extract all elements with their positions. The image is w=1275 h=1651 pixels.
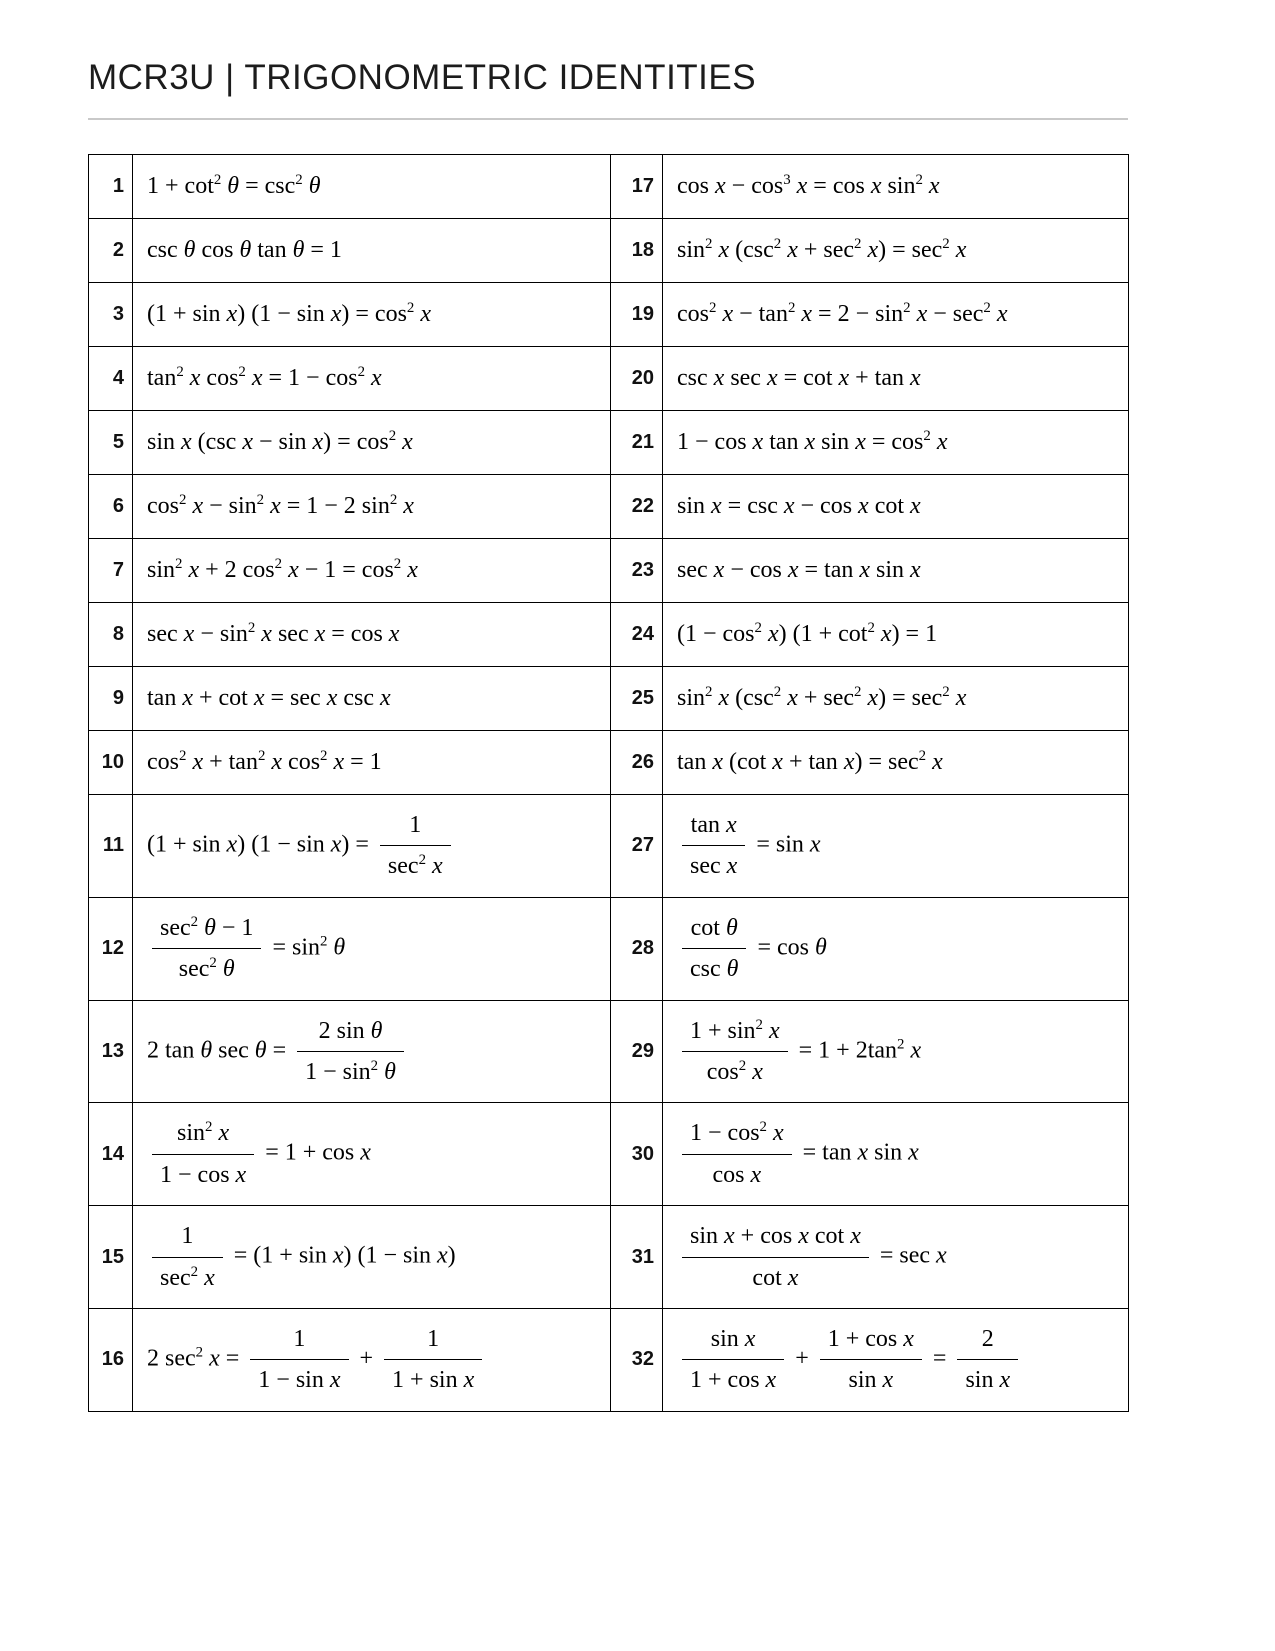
identity-formula: $\frac{\text{tan x}}{\text{sec x}}$ = sin x	[663, 795, 1129, 898]
identity-formula: $(1 - \cos^2 x)$ $(1 + \cot^2 x) = 1$	[663, 603, 1129, 667]
fraction-denominator: csc θ	[682, 948, 746, 985]
fraction-numerator: $\sec^2 \theta - 1$	[160, 913, 254, 941]
identity-number: 32	[611, 1308, 663, 1411]
fraction-numerator: 1	[181, 1223, 194, 1250]
identity-formula: $\sin^2 x + 2$ $\cos^2 x - 1 = \cos^2 x$	[133, 539, 611, 603]
fraction	[682, 912, 746, 986]
fraction-denominator: sec x	[682, 845, 745, 882]
identity-formula: 2 tan θ sec θ = $\frac{\text{2 sin θ}}{1 - \sin^2 \theta}$	[133, 1000, 611, 1103]
identity-formula: csc θ cos θ tan θ = 1	[133, 219, 611, 283]
fraction-denominator: $1 - \sin^2 \theta$	[297, 1051, 404, 1088]
fraction-denominator: cos x	[682, 1154, 792, 1191]
table-row	[89, 219, 1129, 283]
identity-formula: (1 + sin x) $(1 - \sin x) = \cos^2 x$	[133, 283, 611, 347]
identity-formula: sin x (csc $x - \sin x) = \cos^2 x$	[133, 411, 611, 475]
identity-number: 6	[89, 475, 133, 539]
identity-number: 17	[611, 155, 663, 219]
identity-formula: $\cos^2 x + \tan^2 x$ $\cos^2 x = 1$	[133, 731, 611, 795]
fraction-numerator: 1	[293, 1325, 306, 1352]
identity-number: 28	[611, 897, 663, 1000]
fraction-denominator: 1 − sin x	[250, 1359, 348, 1396]
identity-number: 11	[89, 795, 133, 898]
identity-number: 20	[611, 347, 663, 411]
identity-number: 2	[89, 219, 133, 283]
identity-formula: $\frac{\text{cot θ}}{\text{csc θ}}$ = cos θ	[663, 897, 1129, 1000]
fraction-denominator: $\sec^2 x$	[152, 1257, 223, 1294]
fraction-denominator: 1 + sin x	[384, 1359, 482, 1396]
identity-number: 29	[611, 1000, 663, 1103]
fraction-numerator: sin x + cos x cot x	[690, 1223, 861, 1250]
fraction-numerator: 1	[427, 1325, 440, 1352]
fraction-numerator: sin x	[710, 1325, 756, 1352]
table-row	[89, 347, 1129, 411]
fraction-denominator: 1 − cos x	[152, 1154, 254, 1191]
table-row	[89, 897, 1129, 1000]
fraction	[820, 1323, 922, 1397]
fraction	[682, 809, 745, 883]
identity-formula: 2 $\sec^2 x$ = $\frac{1}{\text{1 − sin x}}$ + $\frac{1}{\text{1 + sin x}}$	[133, 1308, 611, 1411]
identity-formula: $\cos x - \cos^3 x = \cos x$ $\sin^2 x$	[663, 155, 1129, 219]
identity-formula: $\sin^2 x$ ($\csc^2$ $x + \sec^2 x) = \sec^2 x$	[663, 219, 1129, 283]
title-divider	[88, 118, 1128, 120]
fraction-numerator: $1 + \sin^2 x$	[690, 1016, 780, 1044]
identity-formula: $\frac{1}{\sec^2 x}$ = (1 + sin x) (1 − sin x)	[133, 1206, 611, 1309]
table-row	[89, 411, 1129, 475]
table-row	[89, 795, 1129, 898]
fraction-denominator: $\sec^2 x$	[380, 845, 451, 882]
identity-formula: $\frac{\text{sin x}}{\text{1 + cos x}}$ + $\frac{\text{1 + cos x}}{\text{sin x}}$ = $\frac{2}{\text{sin x}}$	[663, 1308, 1129, 1411]
identity-number: 27	[611, 795, 663, 898]
fraction-numerator: cot θ	[690, 914, 738, 941]
identity-number: 1	[89, 155, 133, 219]
identity-formula: sec x − cos x = tan x sin x	[663, 539, 1129, 603]
fraction	[250, 1323, 348, 1397]
identity-number: 23	[611, 539, 663, 603]
identity-formula: $\sec x - \sin^2 x$ sec x = cos x	[133, 603, 611, 667]
table-row	[89, 1206, 1129, 1309]
identity-formula: $\frac{1 - \cos^2 x}{\text{cos x}}$ = tan x sin x	[663, 1103, 1129, 1206]
identity-formula: csc x sec x = cot x + tan x	[663, 347, 1129, 411]
identity-number: 22	[611, 475, 663, 539]
identity-number: 24	[611, 603, 663, 667]
identity-formula: (1 + sin x) (1 − sin x) = $\frac{1}{\sec^2 x}$	[133, 795, 611, 898]
table-row	[89, 155, 1129, 219]
identity-number: 21	[611, 411, 663, 475]
identities-table	[88, 154, 1129, 1412]
fraction-numerator: $1 - \cos^2 x$	[690, 1119, 784, 1147]
fraction	[152, 1117, 254, 1191]
identity-formula: $\sin^2 x$ ($\csc^2$ $x + \sec^2 x) = \sec^2 x$	[663, 667, 1129, 731]
table-row	[89, 1103, 1129, 1206]
identity-number: 14	[89, 1103, 133, 1206]
fraction	[152, 1220, 223, 1294]
identity-number: 7	[89, 539, 133, 603]
identity-formula: $\frac{\text{sin x + cos x cot x}}{\text{cot x}}$ = sec x	[663, 1206, 1129, 1309]
identity-number: 10	[89, 731, 133, 795]
table-row	[89, 603, 1129, 667]
identity-formula: $\frac{\sec^2 \theta - 1}{\sec^2 \theta}$ = $\sin^2 \theta$	[133, 897, 611, 1000]
identity-formula: $\cos^2 x - \sin^2 x = 1 - 2$ $\sin^2 x$	[133, 475, 611, 539]
identity-number: 8	[89, 603, 133, 667]
table-row	[89, 539, 1129, 603]
fraction	[152, 912, 261, 986]
identity-formula: $\cos^2 x - \tan^2 x = 2 - \sin^2 x - \sec^2 x$	[663, 283, 1129, 347]
fraction-numerator: 1 + cos x	[827, 1325, 914, 1352]
fraction	[682, 1323, 784, 1397]
fraction	[957, 1323, 1018, 1397]
identity-formula: $\tan^2 x$ $\cos^2 x = 1 - \cos^2 x$	[133, 347, 611, 411]
identity-number: 19	[611, 283, 663, 347]
table-row	[89, 1000, 1129, 1103]
identity-number: 30	[611, 1103, 663, 1206]
identity-number: 3	[89, 283, 133, 347]
page-title: MCR3U | TRIGONOMETRIC IDENTITIES	[88, 58, 757, 97]
identity-number: 31	[611, 1206, 663, 1309]
fraction	[380, 809, 451, 883]
identity-number: 4	[89, 347, 133, 411]
identity-number: 26	[611, 731, 663, 795]
identities-table-body	[89, 155, 1129, 1412]
fraction	[682, 1117, 792, 1191]
fraction-numerator: 2 sin θ	[318, 1017, 383, 1044]
fraction-denominator: sin x	[957, 1359, 1018, 1396]
fraction	[682, 1015, 788, 1089]
identity-formula: $\frac{\sin^2 x}{\text{1 − cos x}}$ = 1 + cos x	[133, 1103, 611, 1206]
identity-formula: $1 + \cot^2 \theta = \csc^2 \theta$	[133, 155, 611, 219]
fraction-denominator: sin x	[820, 1359, 922, 1396]
fraction-denominator: $\sec^2 \theta$	[152, 948, 261, 985]
identity-formula: tan x + cot x = sec x csc x	[133, 667, 611, 731]
fraction-denominator: 1 + cos x	[682, 1359, 784, 1396]
identity-formula: $\frac{1 + \sin^2 x}{\cos^2 x}$ = $1 + 2\tan^2$ x	[663, 1000, 1129, 1103]
identity-number: 25	[611, 667, 663, 731]
table-row	[89, 1308, 1129, 1411]
fraction	[384, 1323, 482, 1397]
identity-number: 5	[89, 411, 133, 475]
identity-formula: sin x = csc x − cos x cot x	[663, 475, 1129, 539]
identity-formula: 1 − cos x tan x $\sin x = \cos^2 x$	[663, 411, 1129, 475]
table-row	[89, 475, 1129, 539]
fraction-denominator: cot x	[682, 1257, 869, 1294]
identity-number: 18	[611, 219, 663, 283]
fraction	[682, 1220, 869, 1294]
table-row	[89, 283, 1129, 347]
fraction	[297, 1015, 404, 1089]
identity-number: 16	[89, 1308, 133, 1411]
identity-number: 12	[89, 897, 133, 1000]
identity-number: 15	[89, 1206, 133, 1309]
fraction-numerator: 1	[409, 812, 422, 838]
identity-number: 9	[89, 667, 133, 731]
fraction-denominator: $\cos^2 x$	[682, 1051, 788, 1088]
identity-number: 13	[89, 1000, 133, 1103]
fraction-numerator: $\sin^2 x$	[177, 1119, 230, 1147]
fraction-numerator: 2	[981, 1325, 994, 1352]
table-row	[89, 731, 1129, 795]
fraction-numerator: tan x	[690, 812, 737, 838]
table-row	[89, 667, 1129, 731]
identity-formula: tan x (cot $x + \tan x) = \sec^2 x$	[663, 731, 1129, 795]
